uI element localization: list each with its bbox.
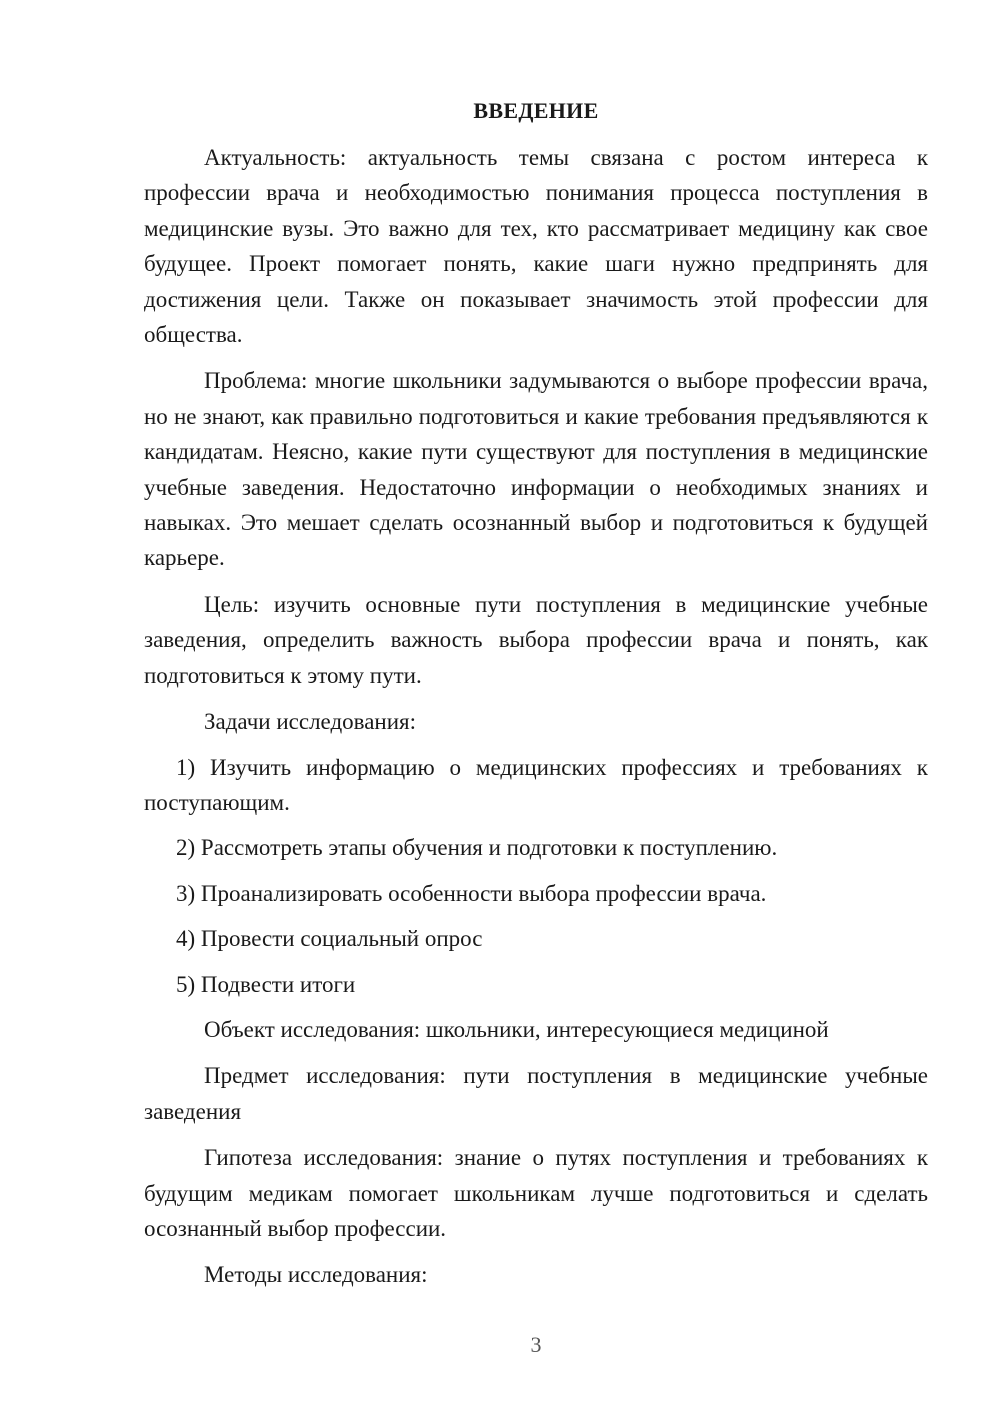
relevance-paragraph: Актуальность: актуальность темы связана с ростом интереса к профессии врача и необходимостью понимания процесса поступления в медицинские вузы. Это важно для тех, кто рассматривает медицину как свое будущее. Проект помогает понять, какие шаги нужно предпринять для достижения цели. Также он показывает значимость этой профессии для общества. bbox=[144, 145, 928, 348]
tasks-label: Задачи исследования: bbox=[204, 709, 417, 735]
page-number: 3 bbox=[530, 1332, 542, 1357]
subject-paragraph: Предмет исследования: пути поступления в медицинские учебные заведения bbox=[144, 1063, 928, 1124]
task-item-4: 4) Провести социальный опрос bbox=[176, 926, 483, 952]
task-item-3: 3) Проанализировать особенности выбора профессии врача. bbox=[176, 880, 767, 906]
task-item-5: 5) Подвести итоги bbox=[176, 971, 356, 997]
object-paragraph: Объект исследования: школьники, интересующиеся медициной bbox=[204, 1016, 829, 1042]
goal-paragraph: Цель: изучить основные пути поступления в медицинские учебные заведения, определить важность выбора профессии врача и понять, как подготовиться к этому пути. bbox=[144, 591, 928, 688]
task-item-2: 2) Рассмотреть этапы обучения и подготовки к поступлению. bbox=[176, 835, 778, 861]
methods-label: Методы исследования: bbox=[204, 1262, 428, 1288]
section-heading: ВВЕДЕНИЕ bbox=[473, 98, 599, 123]
problem-paragraph: Проблема: многие школьники задумываются о выборе профессии врача, но не знают, как правильно подготовиться и какие требования предъявляются к кандидатам. Неясно, какие пути существуют для поступления в медицинские учебные заведения. Недостаточно информации о необходимых знаниях и навыках. Это мешает сделать осознанный выбор и подготовиться к будущей карьере. bbox=[144, 368, 928, 571]
task-item-1: 1) Изучить информацию о медицинских профессиях и требованиях к поступающим. bbox=[144, 754, 928, 815]
hypothesis-paragraph: Гипотеза исследования: знание о путях поступления и требованиях к будущим медикам помогает школьникам лучше подготовиться и сделать осознанный выбор профессии. bbox=[144, 1145, 928, 1241]
page-content bbox=[144, 96, 928, 1303]
